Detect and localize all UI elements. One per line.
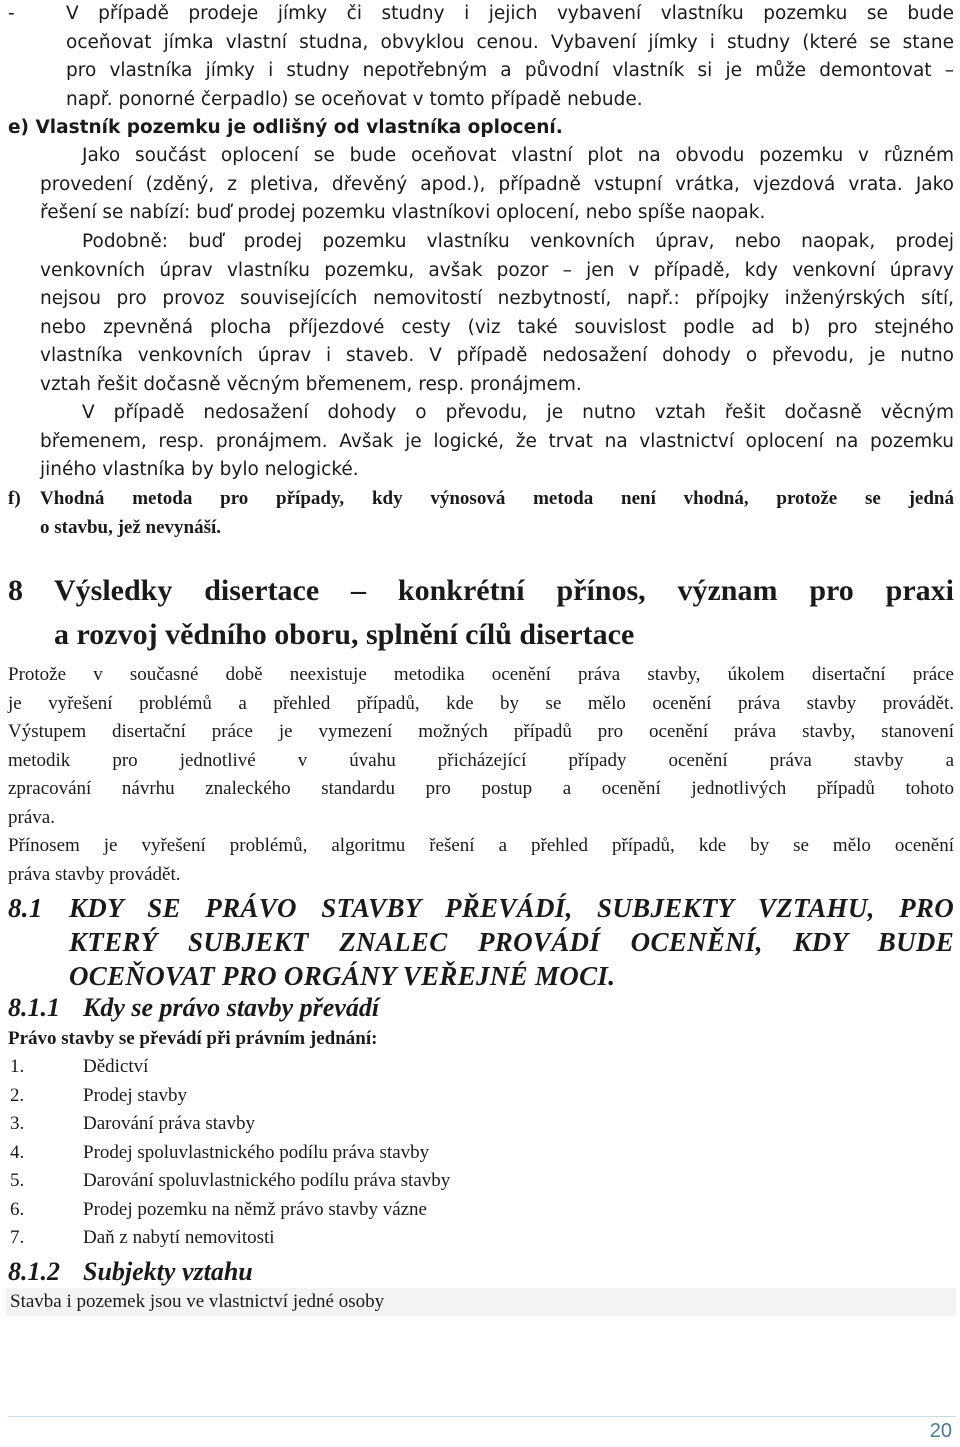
- text-line: pro vlastníka jímky i studny nepotřebným a původní vlastník si je může demontovat –: [66, 60, 954, 81]
- list-item: [0, 1139, 940, 1167]
- text-line: jiného vlastníka by bylo nelogické.: [40, 459, 359, 480]
- list-text: Darování spoluvlastnického podílu práva stavby: [83, 1170, 451, 1191]
- item-e-paragraph-1: [40, 142, 954, 228]
- text-line: vztah řešit dočasně věcným břemenem, resp. pronájmem.: [40, 373, 582, 395]
- dash-item-paragraph: [66, 0, 954, 114]
- list-item: [0, 1110, 940, 1138]
- list-number: 5.: [10, 1170, 25, 1191]
- text-line: práva.: [8, 806, 55, 828]
- section-title: [69, 891, 954, 993]
- list-number: 3.: [10, 1113, 25, 1134]
- list-item: [0, 1167, 940, 1195]
- section-number: 8.1: [8, 893, 43, 923]
- list-text: Darování práva stavby: [83, 1113, 255, 1134]
- item-f-marker: f): [8, 488, 21, 509]
- list-text: Daň z nabytí nemovitosti: [83, 1227, 275, 1248]
- text-line: provedení (zděný, z pletiva, dřevěný apod.), případně vstupní vrátka, vjezdová vrata. Jako: [40, 173, 954, 195]
- text-line: Výstupem disertační práce je vymezení možných případů pro ocenění práva stavby, stanovení: [8, 721, 954, 742]
- list-item: [0, 1082, 940, 1110]
- list-dash-marker: -: [8, 3, 15, 24]
- item-f-text: [40, 485, 954, 542]
- text-line: Jako součást oplocení se bude oceňovat vlastní plot na obvodu pozemku v různém: [82, 145, 954, 166]
- text-line: venkovních úprav vlastníku pozemku, avšak pozor – jen v případě, kdy venkovní úpravy: [40, 259, 954, 281]
- text-line: břemenem, resp. pronájmem. Avšak je logické, že trvat na vlastnictví oplocení na pozemku: [40, 430, 954, 452]
- list-number: 7.: [10, 1227, 25, 1248]
- text-line: vlastníka venkovních úprav i staveb. V případě nedosažení dohody o převodu, je nutno: [40, 345, 954, 366]
- text-line: oceňovat jímka vlastní studna, obvyklou cenou. Vybavení jímky i studny (které se stane: [66, 31, 954, 53]
- section-title-line: KDY SE PRÁVO STAVBY PŘEVÁDÍ, SUBJEKTY VZTAHU, PRO: [69, 893, 954, 923]
- chapter-title-line: Výsledky disertace – konkrétní přínos, význam pro praxi: [54, 574, 954, 607]
- subsection-text: Stavba i pozemek jsou ve vlastnictví jedné osoby: [6, 1288, 956, 1316]
- text-line: je vyřešení problémů a přehled případů, kde by se mělo ocenění práva stavby provádět.: [8, 692, 954, 714]
- item-e-heading: e) Vlastník pozemku je odlišný od vlastníka oplocení.: [8, 117, 563, 138]
- list-item: [0, 1196, 940, 1224]
- subsection-number: 8.1.1: [8, 993, 60, 1022]
- chapter-title-line: a rozvoj vědního oboru, splnění cílů disertace: [54, 618, 635, 651]
- text-line: metodik pro jednotlivé v úvahu přicházející případy ocenění práva stavby a: [8, 749, 954, 771]
- numbered-list: [0, 1053, 940, 1263]
- text-line: o stavbu, jež nevynáší.: [40, 516, 222, 538]
- list-text: Prodej spoluvlastnického podílu práva stavby: [83, 1141, 430, 1163]
- item-e-paragraph-2: [40, 228, 954, 399]
- text-line: např. ponorné čerpadlo) se oceňovat v tomto případě nebude.: [66, 88, 643, 110]
- section-title-line: OCEŇOVAT PRO ORGÁNY VEŘEJNÉ MOCI.: [69, 961, 616, 991]
- list-lead: Právo stavby se převádí při právním jednání:: [8, 1028, 378, 1049]
- section-title-line: KTERÝ SUBJEKT ZNALEC PROVÁDÍ OCENĚNÍ, KDY BUDE: [69, 927, 954, 957]
- text-line: Podobně: buď prodej pozemku vlastníku venkovních úprav, nebo naopak, prodej: [82, 231, 954, 252]
- list-text: Prodej pozemku na němž právo stavby vázne: [83, 1198, 427, 1220]
- page-number: 20: [929, 1420, 952, 1442]
- chapter-paragraph-1: [8, 661, 954, 832]
- text-line: Vhodná metoda pro případy, kdy výnosová metoda není vhodná, protože se jedná: [40, 488, 954, 509]
- text-line: Přínosem je vyřešení problémů, algoritmu řešení a přehled případů, kde by se mělo ocenění: [8, 835, 954, 856]
- item-e-paragraph-3: [40, 399, 954, 485]
- subsection-number: 8.1.2: [8, 1257, 60, 1286]
- subsection-title: Kdy se právo stavby převádí: [83, 993, 380, 1022]
- chapter-paragraph-2: [8, 832, 954, 889]
- footer-rule: [8, 1416, 956, 1417]
- text-line: nejsou pro provoz souvisejících nemovitostí nezbytností, např.: přípojky inženýrských sítí,: [40, 288, 954, 309]
- text-line: nebo zpevněná plocha příjezdové cesty (viz také souvislost podle ad b) pro stejného: [40, 316, 954, 338]
- list-text: Dědictví: [83, 1056, 149, 1077]
- text-line: V případě nedosažení dohody o převodu, je nutno vztah řešit dočasně věcným: [82, 402, 954, 423]
- chapter-number: 8: [8, 574, 23, 607]
- chapter-title: [54, 569, 954, 657]
- text-line: zpracování návrhu znaleckého standardu pro postup a ocenění jednotlivých případů tohoto: [8, 778, 954, 799]
- subsection-title: Subjekty vztahu: [83, 1257, 253, 1286]
- list-text: Prodej stavby: [83, 1084, 187, 1106]
- list-number: 1.: [10, 1056, 25, 1077]
- list-item: [0, 1224, 940, 1252]
- text-line: V případě prodeje jímky či studny i jejich vybavení vlastníku pozemku se bude: [66, 3, 954, 24]
- text-line: řešení se nabízí: buď prodej pozemku vlastníkovi oplocení, nebo spíše naopak.: [40, 202, 766, 223]
- list-item: [0, 1053, 940, 1081]
- text-line: práva stavby provádět.: [8, 863, 181, 885]
- list-number: 6.: [10, 1198, 25, 1220]
- list-number: 4.: [10, 1141, 25, 1163]
- text-line: Protože v současné době neexistuje metodika ocenění práva stavby, úkolem disertační práce: [8, 664, 954, 685]
- list-number: 2.: [10, 1084, 25, 1106]
